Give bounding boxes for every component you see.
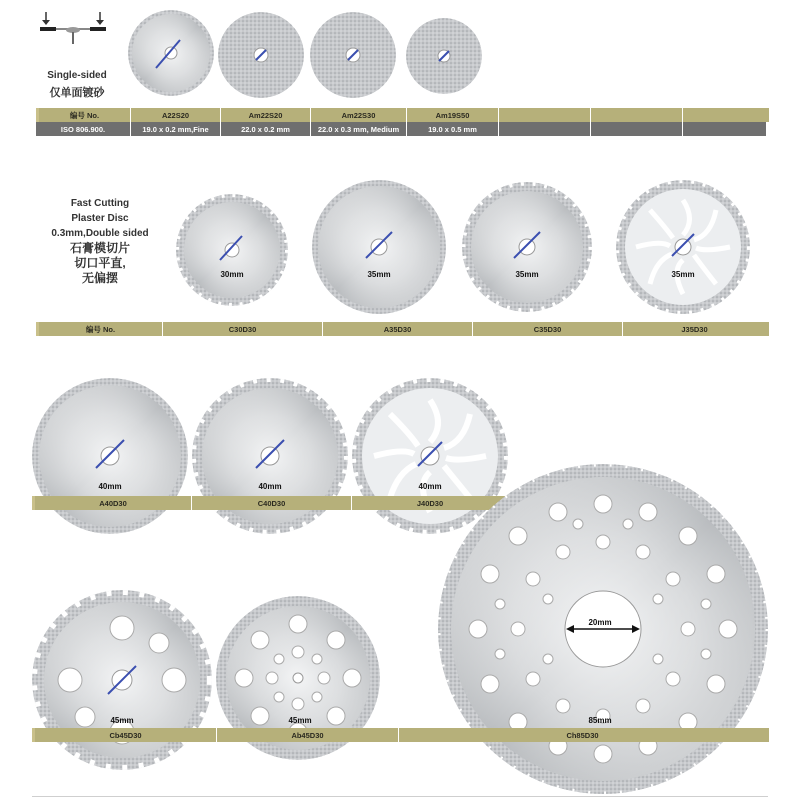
disc-a40d30 [32, 378, 188, 534]
s1-spec-cell: 19.0 x 0.2 mm,Fine [131, 122, 221, 136]
s1-header-cell: Am22S20 [221, 108, 311, 122]
disc-ch85d30 [438, 464, 768, 794]
section2-title [34, 196, 166, 286]
s1-spec-cell: 19.0 x 0.5 mm [407, 122, 499, 136]
s4-code-cell: Ch85D30 [566, 730, 599, 740]
disc-size-label: 40mm [418, 482, 442, 491]
disc-j40d30 [352, 378, 508, 534]
s1-header-cell: Am22S30 [311, 108, 407, 122]
disc-c35d30 [462, 182, 592, 312]
s2-header-cell: 编号 No. [39, 322, 163, 336]
disc-a35d30 [312, 180, 446, 314]
section1-title-cn: 仅单面镀砂 [49, 87, 105, 99]
disc-cb45d30 [32, 590, 212, 770]
s2-header-cell: C35D30 [473, 322, 623, 336]
s1-header-cell [499, 108, 591, 122]
disc-size-label: 85mm [588, 716, 612, 725]
disc-a22s20 [128, 10, 214, 96]
disc-inner-label: 20mm [588, 618, 612, 627]
s1-spec-cell [683, 122, 766, 136]
s1-spec-cell: 22.0 x 0.3 mm, Medium [311, 122, 407, 136]
s1-spec-cell: 22.0 x 0.2 mm [221, 122, 311, 136]
disc-j35d30 [616, 180, 750, 314]
disc-size-label: 30mm [220, 270, 244, 279]
section1-header-bar [36, 108, 769, 122]
bottom-divider [32, 796, 768, 797]
disc-size-label: 40mm [258, 482, 282, 491]
s1-header-cell [683, 108, 766, 122]
s1-header-cell: A22S20 [131, 108, 221, 122]
s1-header-cell: 编号 No. [39, 108, 131, 122]
s3-code-cell: C40D30 [192, 496, 352, 510]
disc-size-label: 35mm [671, 270, 695, 279]
s1-header-cell: Am19S50 [407, 108, 499, 122]
section4-header-bar [32, 728, 769, 742]
s4-code-cell: Cb45D30 [35, 728, 217, 742]
disc-size-label: 35mm [515, 270, 539, 279]
s4-code-cell: Ab45D30 [217, 728, 399, 742]
s3-code-cell: J40D30 [416, 498, 444, 508]
s1-spec-cell [499, 122, 591, 136]
disc-size-label: 35mm [367, 270, 391, 279]
single-sided-icon [38, 10, 110, 46]
disc-size-label: 45mm [288, 716, 312, 725]
disc-am22s20 [218, 12, 304, 98]
disc-c30d30 [176, 194, 288, 306]
s2-header-cell: A35D30 [323, 322, 473, 336]
s3-code-cell: A40D30 [35, 496, 192, 510]
s1-spec-cell [591, 122, 683, 136]
disc-am22s30 [310, 12, 396, 98]
s2-header-cell: C30D30 [163, 322, 323, 336]
section3-header-bar [32, 496, 511, 510]
section1-title-en: Single-sided [47, 70, 107, 81]
section2-header-bar [36, 322, 769, 336]
disc-size-label: 40mm [98, 482, 122, 491]
s1-header-cell [591, 108, 683, 122]
section1-spec-bar [36, 122, 766, 136]
s2-title-line: 石膏模切片 [69, 241, 130, 255]
s2-title-line: Plaster Disc [71, 213, 129, 224]
s2-title-line: 无偏摆 [81, 271, 118, 285]
disc-am19s50 [406, 18, 482, 94]
s2-title-line: Fast Cutting [70, 198, 130, 209]
s2-header-cell: J35D30 [681, 324, 708, 334]
s1-spec-cell: ISO 806.900. [36, 122, 131, 136]
disc-size-label: 45mm [110, 716, 134, 725]
s2-title-line: 0.3mm,Double sided [51, 228, 149, 239]
s2-title-line: 切口平直, [74, 256, 126, 270]
disc-c40d30 [192, 378, 348, 534]
